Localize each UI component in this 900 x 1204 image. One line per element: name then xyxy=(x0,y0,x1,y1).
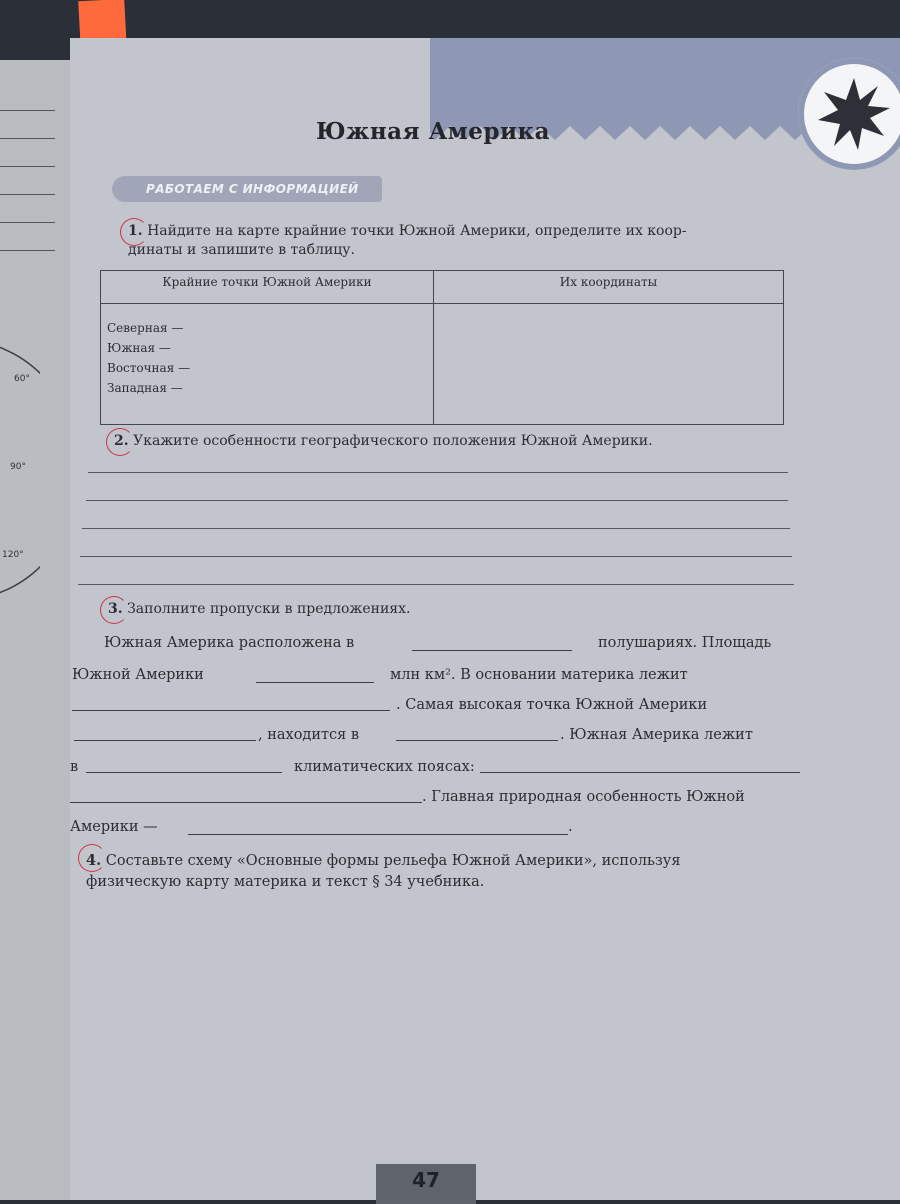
fill-blank[interactable] xyxy=(74,740,256,741)
table-header: Крайние точки Южной Америки xyxy=(101,271,434,304)
degree-label: 90° xyxy=(10,462,26,472)
section-label: РАБОТАЕМ С ИНФОРМАЦИЕЙ xyxy=(112,176,382,202)
ruled-line xyxy=(0,250,55,251)
answer-line[interactable] xyxy=(82,528,790,529)
table-row-label: Восточная — xyxy=(107,361,191,375)
fill-text: млн км². В основании материка лежит xyxy=(390,667,688,683)
answer-line[interactable] xyxy=(86,500,788,501)
fill-blank[interactable] xyxy=(396,740,558,741)
fill-blank[interactable] xyxy=(72,710,390,711)
fill-blank[interactable] xyxy=(480,772,800,773)
page-title: Южная Америка xyxy=(316,118,551,145)
star-badge xyxy=(798,58,900,170)
answer-line[interactable] xyxy=(78,584,794,585)
task-1 xyxy=(128,222,848,260)
ruled-line xyxy=(0,138,55,139)
task-4 xyxy=(86,850,826,893)
fill-text: . Главная природная особенность Южной xyxy=(422,789,745,805)
ruled-line xyxy=(0,194,55,195)
fill-text: , находится в xyxy=(258,727,360,743)
fill-text: . Южная Америка лежит xyxy=(560,727,753,743)
task-text: Найдите на карте крайние точки Южной Америки, определите их коор- xyxy=(147,223,687,239)
starburst-icon xyxy=(816,76,892,152)
task-text: физическую карту материка и текст § 34 учебника. xyxy=(86,874,485,890)
degree-label: 60° xyxy=(14,374,30,384)
coordinates-cell[interactable] xyxy=(434,304,784,425)
table-row-label: Северная — xyxy=(107,321,184,335)
fill-blank[interactable] xyxy=(188,834,568,835)
points-cell xyxy=(101,304,434,425)
fill-blank[interactable] xyxy=(412,650,572,651)
fill-text: Америки — xyxy=(70,819,158,835)
workbook-page xyxy=(70,38,900,1200)
fill-blank[interactable] xyxy=(86,772,282,773)
task-number: 1. xyxy=(128,223,143,239)
task-text: Составьте схему «Основные формы рельефа Южной Америки», используя xyxy=(105,853,681,869)
task-3 xyxy=(108,600,808,619)
fill-text: полушариях. Площадь xyxy=(598,635,772,651)
fill-blank[interactable] xyxy=(256,682,374,683)
page-number: 47 xyxy=(412,1168,440,1192)
task-2 xyxy=(114,432,844,451)
fill-text: . xyxy=(568,819,573,835)
task-number: 2. xyxy=(114,433,129,449)
ruled-line xyxy=(0,166,55,167)
fill-text: . Самая высокая точка Южной Америки xyxy=(396,697,708,713)
ruled-line xyxy=(0,222,55,223)
ruled-line xyxy=(0,110,55,111)
fill-blank[interactable] xyxy=(70,802,422,803)
answer-line[interactable] xyxy=(88,472,788,473)
table-row-label: Западная — xyxy=(107,381,183,395)
task-number: 4. xyxy=(86,852,102,869)
fill-text: в xyxy=(70,759,79,775)
extreme-points-table xyxy=(100,270,784,425)
answer-line[interactable] xyxy=(80,556,792,557)
degree-label: 120° xyxy=(2,550,24,560)
fill-text: Южной Америки xyxy=(72,667,204,683)
task-text: Заполните пропуски в предложениях. xyxy=(127,601,411,617)
fill-text: климатических поясах: xyxy=(294,759,475,775)
page-number-tab xyxy=(376,1164,476,1204)
table-header: Их координаты xyxy=(434,271,784,304)
task-text: динаты и запишите в таблицу. xyxy=(128,242,355,258)
table-row-label: Южная — xyxy=(107,341,171,355)
task-text: Укажите особенности географического положения Южной Америки. xyxy=(133,433,653,449)
task-number: 3. xyxy=(108,601,123,617)
fill-text: Южная Америка расположена в xyxy=(104,635,355,651)
